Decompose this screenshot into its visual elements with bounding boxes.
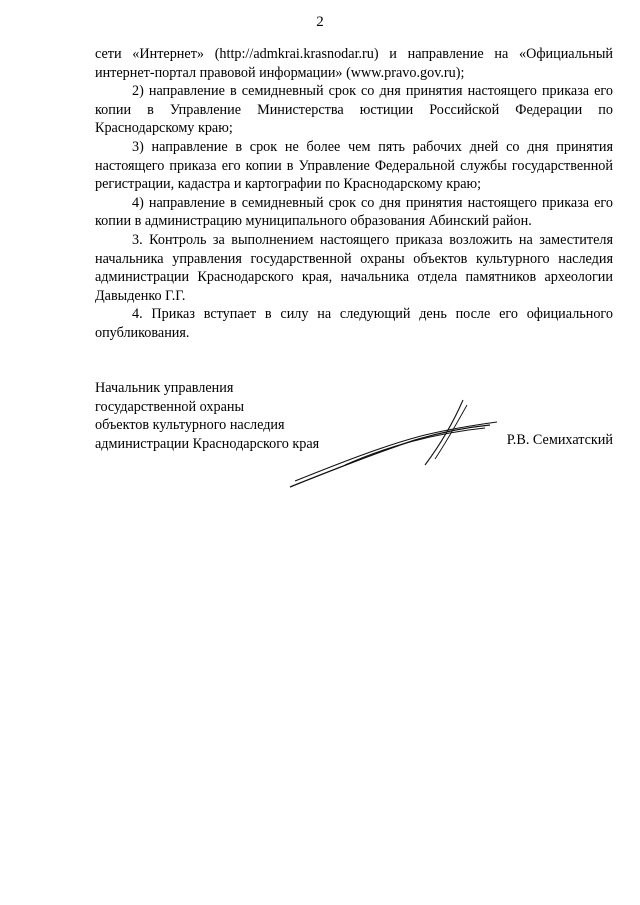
document-body xyxy=(95,45,613,343)
paragraph-effective-date: 4. Приказ вступает в силу на следующий день после его официального опубликования. xyxy=(95,306,613,341)
page-number: 2 xyxy=(316,14,324,30)
paragraph-item-2: 2) направление в семидневный срок со дня принятия настоящего приказа его копии в Управление Министерства юстиции Российской Федерации по Краснодарскому краю; xyxy=(95,83,613,137)
paragraph-control-clause: 3. Контроль за выполнением настоящего приказа возложить на заместителя начальника управления государственной охраны объектов культурного наследия администрации Краснодарского края, начальника отдела памятников археологии Давыденко Г.Г. xyxy=(95,231,613,304)
handwritten-signature xyxy=(285,395,505,495)
paragraph-continuation: сети «Интернет» (http://admkrai.krasnodar.ru) и направление на «Официальный интернет-портал правовой информации» (www.pravo.gov.ru); xyxy=(95,46,613,81)
signer-title-line: Начальник управления xyxy=(95,380,234,396)
paragraph-item-3: 3) направление в срок не более чем пять рабочих дней со дня принятия настоящего приказа его копии в Управление Федеральной службы государственной регистрации, кадастра и картографии по Краснодарскому краю; xyxy=(95,138,613,193)
signer-name: Р.В. Семихатский xyxy=(506,432,613,448)
signer-title-line: администрации Краснодарского края xyxy=(95,435,320,452)
paragraph-item-4: 4) направление в семидневный срок со дня принятия настоящего приказа его копии в администрацию муниципального образования Абинский район. xyxy=(95,194,613,230)
signer-title-line: объектов культурного наследия xyxy=(95,417,285,434)
signer-title-line: государственной охраны xyxy=(95,398,245,415)
